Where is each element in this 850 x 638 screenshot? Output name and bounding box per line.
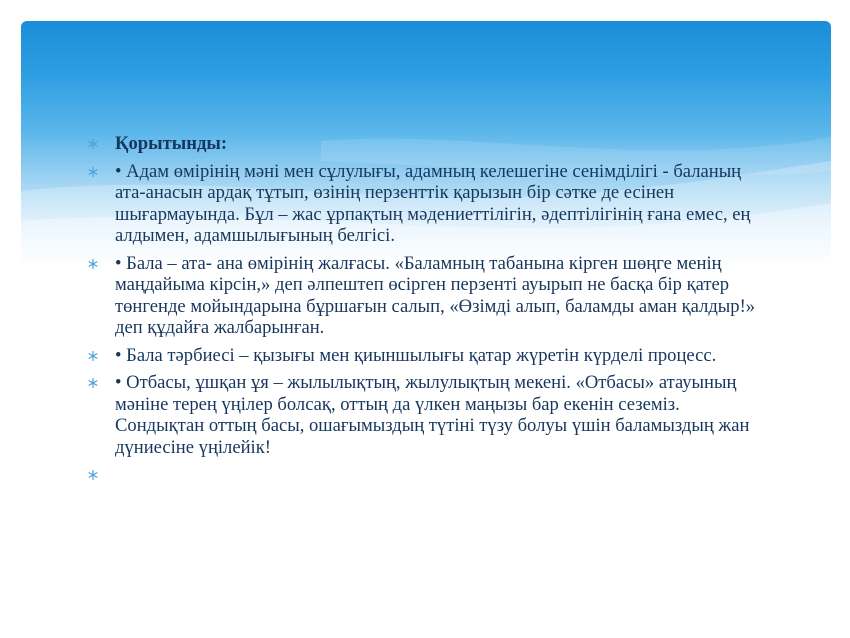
list-item <box>88 345 768 367</box>
asterisk-bullet-icon <box>88 378 98 388</box>
list-item-empty <box>88 464 768 486</box>
list-item-heading <box>88 133 768 155</box>
paragraph-text: • Бала – ата- ана өмірінің жалғасы. «Баламның табанына кірген шөңге менің маңдайыма кірсін,» деп әлпештеп өсірген перзенті ауырып не басқа бір қатер төнгенде мойындарына бұршағын салып, «Өзімді алып, баламды аман қалдыр!» деп құдайға жалбарынған. <box>115 252 756 338</box>
asterisk-bullet-icon <box>88 470 98 480</box>
asterisk-bullet-icon <box>88 259 98 269</box>
asterisk-bullet-icon <box>88 351 98 361</box>
paragraph-text: • Бала тәрбиесі – қызығы мен қиыншылығы қатар жүретін күрделі процесс. <box>115 344 717 366</box>
asterisk-bullet-icon <box>88 167 98 177</box>
list-item <box>88 372 768 458</box>
list-item <box>88 161 768 247</box>
paragraph-text: • Отбасы, ұшқан ұя – жылылықтың, жылулықтың мекені. «Отбасы» атауының мәніне терең үңілер болсақ, оттың да үлкен маңызы бар екенін сеземіз. Сондықтан оттың басы, ошағымыздың түтіні түзу болуы үшін баламыздың жан дүниесіне үңілейік! <box>115 372 750 458</box>
bullet-list <box>88 133 768 492</box>
list-item <box>88 253 768 339</box>
paragraph-text: • Адам өмірінің мәні мен сұлулығы, адамның келешегіне сенімділігі - баланың ата-анасын ардақ тұтып, өзінің перзенттік қарызын бір сәтке де есінен шығармауында. Бұл – жас ұрпақтың мәдениеттілігін, әдептілігінің ғана емес, ең алдымен, адамшылығының белгісі. <box>115 160 751 246</box>
heading-text: Қорытынды: <box>115 133 228 154</box>
asterisk-bullet-icon <box>88 139 98 149</box>
